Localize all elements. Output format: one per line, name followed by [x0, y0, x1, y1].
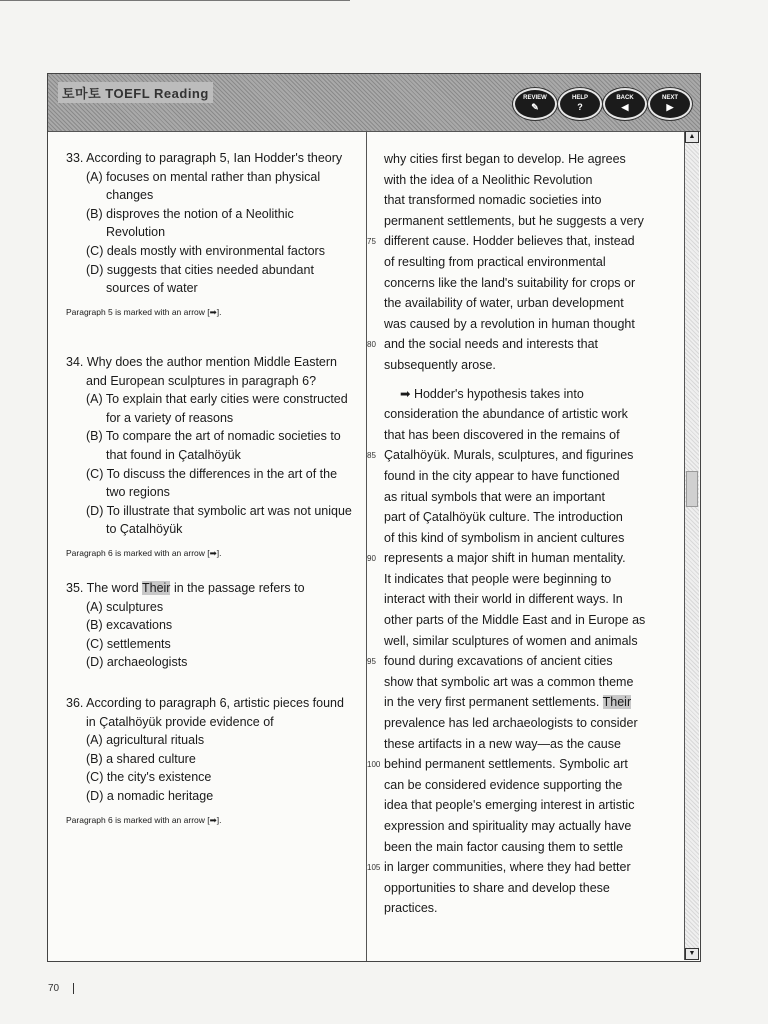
line-text: that has been discovered in the remains of: [384, 427, 620, 442]
top-rule: [0, 0, 350, 1]
line-text: part of Çatalhöyük culture. The introduction: [384, 510, 623, 525]
back-label: BACK: [616, 95, 634, 101]
passage-pane: [366, 131, 682, 961]
passage-line: [384, 528, 674, 549]
highlighted-word: Their: [141, 581, 171, 595]
stem-text: in the passage refers to: [170, 581, 305, 595]
passage-line: [384, 404, 674, 425]
line-number: 75: [367, 237, 376, 247]
question-35: [66, 579, 356, 672]
line-text: ➡ Hodder's hypothesis takes into: [400, 386, 584, 401]
line-text: was caused by a revolution in human thought: [384, 316, 635, 331]
help-label: HELP: [571, 95, 588, 101]
line-number: 85: [367, 451, 376, 461]
passage-line: [384, 775, 674, 796]
answer-option-a[interactable]: (A) sculptures: [86, 599, 164, 614]
back-button[interactable]: [603, 88, 647, 120]
passage-line: [384, 149, 674, 170]
passage-line: [384, 384, 674, 405]
stem-text: 35. The word: [66, 581, 142, 595]
line-text: of resulting from practical environmental: [384, 254, 606, 269]
line-text: expression and spirituality may actually have: [384, 819, 632, 833]
header-bar: [48, 74, 700, 132]
line-text: concerns like the land's suitability for crops or: [384, 275, 636, 290]
passage-line: [367, 548, 674, 569]
passage-line: [384, 273, 674, 294]
line-text: other parts of the Middle East and in Europe as: [384, 613, 646, 628]
question-36: [66, 694, 356, 829]
scroll-up-button[interactable]: ▲: [685, 131, 699, 143]
line-text: opportunities to share and develop these: [384, 880, 610, 895]
line-number: 90: [367, 554, 376, 564]
passage-line: [384, 898, 674, 919]
line-text: in the very first permanent settlements.: [384, 695, 603, 710]
line-text: represents a major shift in human mentality.: [384, 551, 626, 566]
line-number: 100: [367, 760, 381, 770]
question-33: [66, 149, 356, 321]
arrow-left-icon: ◀: [621, 102, 629, 112]
line-text: It indicates that people were beginning to: [384, 571, 612, 586]
line-text: why cities first began to develop. He agrees: [384, 152, 626, 166]
passage-line: [384, 252, 674, 273]
line-text: and the social needs and interests that: [384, 337, 599, 352]
next-label: NEXT: [661, 95, 678, 101]
line-text: behind permanent settlements. Symbolic art: [384, 757, 628, 772]
line-text: well, similar sculptures of women and animals: [384, 633, 638, 648]
line-text: that transformed nomadic societies into: [384, 193, 602, 208]
passage-line: [384, 466, 674, 487]
line-text: in larger communities, where they had better: [384, 860, 631, 875]
passage-line: [384, 672, 674, 693]
answer-option-c[interactable]: (C) deals mostly with environmental factors: [86, 243, 325, 258]
passage-line: [384, 837, 674, 858]
answer-option-a[interactable]: (A) To explain that early cities were constructed for a variety of reasons: [86, 392, 348, 425]
passage-line: [384, 355, 674, 376]
page-divider: [73, 983, 74, 994]
line-text: different cause. Hodder believes that, instead: [384, 234, 635, 249]
question-pane: [48, 131, 367, 961]
passage-line: [384, 190, 674, 211]
scroll-down-button[interactable]: ▼: [685, 948, 699, 960]
line-text: with the idea of a Neolithic Revolution: [384, 172, 593, 187]
passage-line: [384, 487, 674, 508]
passage-line: [384, 816, 674, 837]
paragraph-note: Paragraph 6 is marked with an arrow [➡].: [66, 547, 222, 558]
line-text: been the main factor causing them to settle: [384, 839, 624, 854]
passage-line: [384, 713, 674, 734]
answer-option-d[interactable]: (D) a nomadic heritage: [86, 788, 214, 803]
passage-line: [384, 631, 674, 652]
line-text: can be considered evidence supporting the: [384, 777, 623, 792]
test-window: [47, 73, 701, 962]
line-text: subsequently arose.: [384, 357, 496, 372]
review-label: REVIEW: [523, 95, 547, 101]
question-icon: ?: [577, 102, 583, 112]
pencil-icon: ✎: [531, 102, 539, 112]
arrow-right-icon: ▶: [666, 102, 674, 112]
question-stem: 36. According to paragraph 6, artistic pieces found in Çatalhöyük provide evidence of: [66, 696, 344, 729]
answer-option-d[interactable]: (D) archaeologists: [86, 655, 188, 670]
scrollbar[interactable]: [684, 131, 699, 960]
question-stem: 34. Why does the author mention Middle Eastern and European sculptures in paragraph 6?: [66, 355, 337, 388]
line-text: consideration the abundance of artistic work: [384, 407, 628, 422]
answer-option-d[interactable]: (D) suggests that cities needed abundant sources of water: [86, 262, 314, 296]
answer-option-b[interactable]: (B) excavations: [86, 618, 173, 633]
page-number: 70: [48, 983, 60, 994]
paragraph-note: Paragraph 5 is marked with an arrow [➡].: [66, 306, 222, 317]
answer-option-c[interactable]: (C) settlements: [86, 636, 171, 651]
passage-line: [384, 589, 674, 610]
passage-line: [367, 857, 674, 878]
passage-line: [367, 334, 674, 355]
passage-line: [384, 211, 674, 232]
scroll-thumb[interactable]: [686, 471, 698, 507]
line-number: 95: [367, 657, 376, 667]
answer-option-a[interactable]: (A) focuses on mental rather than physical changes: [86, 169, 321, 203]
line-text: Çatalhöyük. Murals, sculptures, and figurines: [384, 448, 634, 463]
answer-option-b[interactable]: (B) a shared culture: [86, 751, 196, 766]
passage-line: [384, 878, 674, 899]
answer-option-c[interactable]: (C) the city's existence: [86, 770, 212, 785]
help-button[interactable]: [558, 88, 602, 120]
line-text: found during excavations of ancient cities: [384, 654, 613, 669]
line-text: show that symbolic art was a common theme: [384, 674, 634, 689]
line-text: found in the city appear to have functioned: [384, 468, 620, 483]
passage-line: [384, 507, 674, 528]
paragraph-note: Paragraph 6 is marked with an arrow [➡].: [66, 814, 222, 825]
passage-line: [384, 795, 674, 816]
answer-option-b[interactable]: (B) To compare the art of nomadic societies to that found in Çatalhöyük: [86, 429, 341, 462]
review-button[interactable]: [513, 88, 557, 120]
passage-line: [384, 425, 674, 446]
line-text: the availability of water, urban development: [384, 296, 624, 311]
app-title: 토마토 TOEFL Reading: [58, 82, 213, 103]
answer-option-b[interactable]: (B) disproves the notion of a Neolithic Revolution: [86, 206, 294, 240]
question-stem: [66, 579, 356, 598]
answer-option-a[interactable]: (A) agricultural rituals: [86, 733, 205, 748]
line-text: these artifacts in a new way—as the cause: [384, 736, 621, 751]
line-text: practices.: [384, 901, 438, 916]
highlighted-word: Their: [602, 695, 632, 710]
line-text: prevalence has led archaeologists to consider: [384, 716, 638, 731]
passage-line: [367, 754, 674, 775]
passage-line: [384, 610, 674, 631]
line-text: of this kind of symbolism in ancient cultures: [384, 530, 625, 545]
passage-line: [384, 293, 674, 314]
line-text: permanent settlements, but he suggests a very: [384, 213, 644, 228]
line-text: interact with their world in different ways. In: [384, 592, 623, 607]
next-button[interactable]: [648, 88, 692, 120]
answer-option-d[interactable]: (D) To illustrate that symbolic art was not unique to Çatalhöyük: [86, 503, 352, 537]
passage-line: [367, 231, 674, 252]
passage-line: [384, 170, 674, 191]
answer-option-c[interactable]: (C) To discuss the differences in the art of the two regions: [86, 466, 338, 500]
line-text: as ritual symbols that were an important: [384, 489, 605, 504]
question-stem: 33. According to paragraph 5, Ian Hodder's theory: [66, 151, 343, 165]
passage-line: [384, 734, 674, 755]
line-text: idea that people's emerging interest in artistic: [384, 798, 635, 813]
question-34: [66, 353, 356, 563]
passage-line: [367, 445, 674, 466]
passage-line: [384, 569, 674, 590]
passage-line: [367, 651, 674, 672]
line-number: 105: [367, 863, 381, 873]
line-number: 80: [367, 340, 376, 350]
passage-line: [384, 314, 674, 335]
passage-line: [384, 376, 674, 384]
passage-text: [367, 149, 674, 919]
passage-line: [384, 692, 674, 713]
